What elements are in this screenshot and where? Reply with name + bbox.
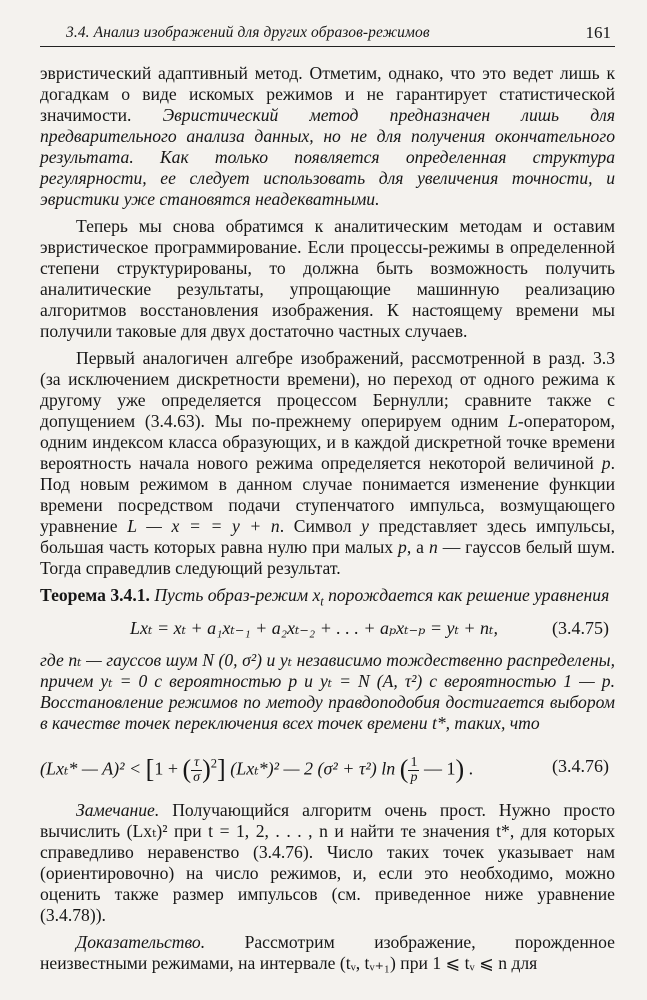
equation-3-4-76-expr: (Lxₜ* — A)² < [1 + ( $\frac{\tau}{\sigma}$ )$^2$] (Lxₜ*)² — 2 (σ² + τ²) ln ( $\frac{1}{p}$ — 1) . (40, 754, 474, 785)
running-header (40, 22, 615, 47)
proof-paragraph (40, 932, 615, 974)
para3-part3: . Под новым режимом в данном случае понимается изменение функции времени посредством подачи ступенчатого импульса, возмущающего уравнение (40, 453, 615, 536)
proof-label: Доказательство. (76, 932, 206, 952)
theorem-intro-sub: t (320, 594, 324, 609)
paren-open: ( (182, 754, 192, 784)
fraction-tau-sigma (191, 756, 202, 785)
equation-3-4-75-number: (3.4.75) (552, 618, 609, 638)
equation-3-4-75 (40, 612, 615, 646)
running-title: 3.4. Анализ изображений для других образов-режимов (66, 24, 430, 41)
symbol-p: p (601, 453, 611, 473)
inequality-mid: (Lxₜ*)² — 2 (σ² + τ²) ln (230, 758, 396, 779)
equation-3-4-75-expr: Lxₜ = xₜ + a₁xₜ₋₁ + a₂xₜ₋₂ + . . . + aₚxₜ₋ₚ = yₜ + nₜ, (130, 618, 498, 638)
bracket-open: [ (145, 754, 155, 784)
theorem-intro-text: Пусть образ-режим x (154, 585, 321, 605)
para3-part5: представляет здесь импульсы, большая часть которых равна нулю при малых (40, 516, 615, 557)
fraction-one-p (408, 756, 419, 785)
theorem-intro (154, 585, 610, 609)
remark-paragraph (40, 800, 615, 926)
symbol-L: L (508, 411, 518, 431)
frac-one: 1 (410, 755, 418, 770)
theorem-condition (40, 650, 615, 734)
page-number: 161 (585, 23, 611, 42)
theorem-statement (40, 585, 615, 609)
para3-part2: -оператором, одним индексом класса образующих, и в каждой дискретной точке времени вероятность начала нового режима определяется некоторой величиной (40, 411, 615, 473)
paren-close-2: ) (455, 754, 465, 784)
symbol-p-2: p (398, 537, 407, 557)
frac-sigma: σ (193, 770, 201, 785)
page-body (40, 63, 615, 974)
equation-3-4-76 (40, 744, 615, 790)
frac-p: p (410, 770, 418, 785)
theorem-intro-end: порождается как решение уравнения (323, 585, 610, 605)
remark-label: Замечание. (76, 800, 160, 820)
para3-part4: . Символ (279, 516, 362, 536)
inline-equation: L — x = = y + n (127, 516, 280, 536)
frac-tau: τ (191, 756, 202, 771)
remark-text: Получающийся алгоритм очень прост. Нужно просто вычислить (Lxₜ)² при t = 1, 2, . . . , n и найти те значения t*, для которых справедливо неравенство (3.4.76). Число таких точек указывает нам (ориентировочно) на число режимов, и, если это необходимо, можно оценить также размер импульсов (см. приведенное ниже уравнение (3.4.78)). (40, 800, 615, 925)
proof-text: Рассмотрим изображение, порожденное неизвестными режимами, на интервале (tᵥ, tᵥ₊₁) при 1 ⩽ tᵥ ⩽ n для (40, 932, 615, 973)
paragraph-heuristic-plain: эвристический адаптивный метод. Отметим, однако, что это ведет лишь к догадкам о виде искомых режимов и не гарантирует статистической значимости. (40, 63, 615, 125)
paragraph-heuristic-italic: Эвристический метод предназначен лишь для предварительного анализа данных, но не для получения окончательного результата. Как только появляется определенная структура регулярности, ее следует использовать для увеличения точности, и эвристики уже становятся неадекватными. (40, 105, 616, 209)
symbol-y: y (361, 516, 369, 536)
paren-close: ) (202, 754, 211, 784)
paren-open-2: ( (399, 754, 409, 784)
theorem-condition-text: где nₜ — гауссов шум N (0, σ²) и yₜ независимо тождественно распределены, причем yₜ = 0 с вероятностью p и yₜ = N (A, τ²) с вероятностью 1 — p. Восстановление режимов по методу правдоподобия достигается выбором в качестве точек переключения всех точек времени t*, таких, что (40, 650, 615, 733)
paragraph-heuristic (40, 63, 615, 210)
symbol-n: n (428, 537, 438, 557)
paragraph-first-case (40, 348, 615, 579)
para3-part1: Первый аналогичен алгебре изображений, рассмотренной в разд. 3.3 (за исключением дискретности времени), но переход от одного режима к другому уже определяется процессом Бернулли; сравните также с допущением (3.4.63). Мы по-прежнему оперируем одним (40, 348, 615, 431)
equation-3-4-76-number: (3.4.76) (552, 756, 609, 776)
paragraph-analytic: Теперь мы снова обратимся к аналитическим методам и оставим эвристическое программирование. Если процессы-режимы в определенной степени структурированы, то должна быть возможность получить аналитические результаты, упрощающие машинную реализацию алгоритмов восстановления изображения. К настоящему времени мы получили таковые для двух достаточно частных случаев. (40, 216, 615, 341)
para3-part6: , а (406, 537, 429, 557)
bracket-close: ] (217, 754, 226, 784)
para3-part7: — гауссов белый шум. Тогда справедлив следующий результат. (40, 537, 616, 578)
inequality-left: (Lxₜ* — A)² < (40, 758, 142, 779)
theorem-label: Теорема 3.4.1. (40, 585, 150, 605)
